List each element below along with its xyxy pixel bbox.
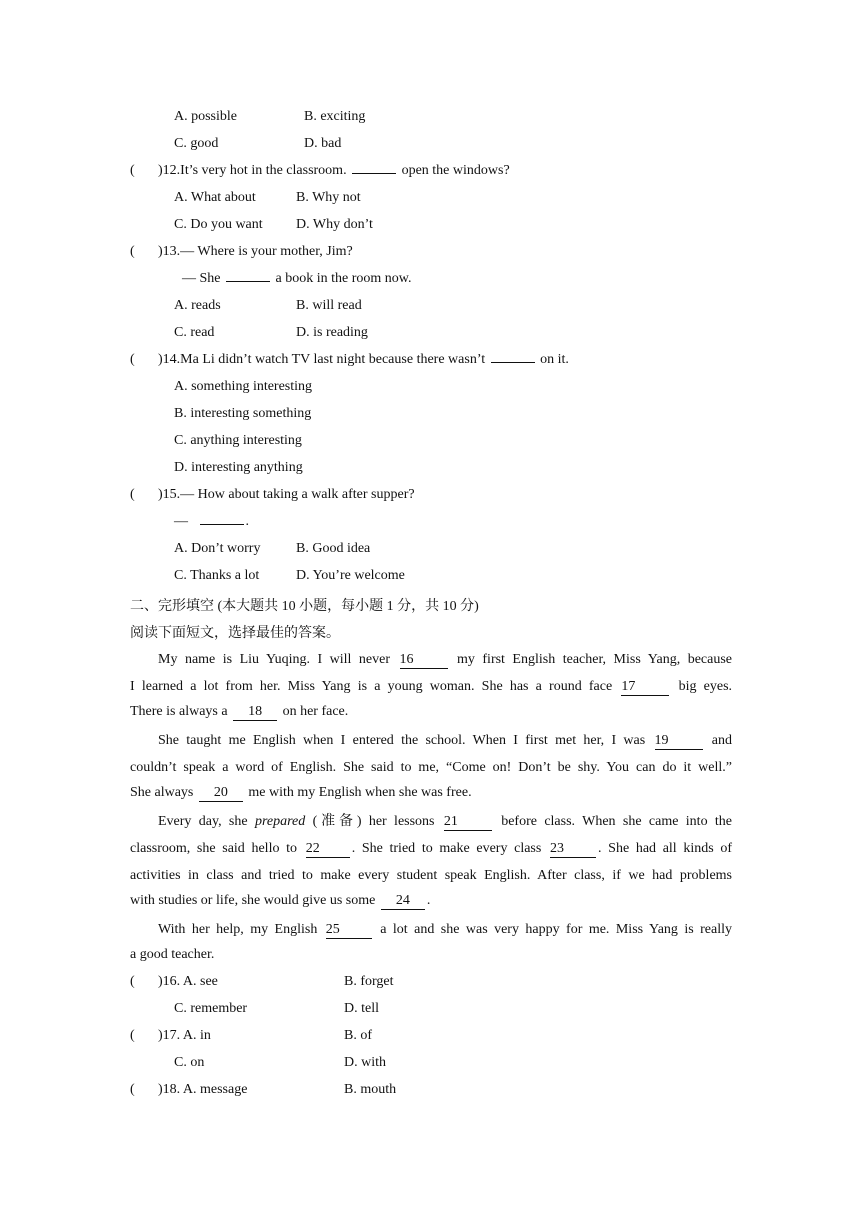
passage-text: She always <box>130 785 194 800</box>
q13-option-a: A. reads <box>174 298 221 313</box>
passage-line <box>130 704 348 721</box>
answer-paren: ( <box>130 1082 135 1097</box>
passage-text: a lot and she was very happy for me. Miss Yang is really <box>380 922 733 937</box>
q16-option-c: C. remember <box>174 1001 248 1016</box>
q16-stem: )16. A. see <box>158 974 218 989</box>
q13-reply <box>182 271 411 287</box>
q14-option-d: D. interesting anything <box>174 460 303 475</box>
q14-stem <box>158 352 569 368</box>
q16-option-b: B. forget <box>344 974 394 989</box>
blank-17: 17 <box>621 679 669 696</box>
q14-stem-after: on it. <box>540 352 569 367</box>
q12-option-c: C. Do you want <box>174 217 263 232</box>
passage-text: (准备) her lessons <box>312 814 435 829</box>
q12-option-b: B. Why not <box>296 190 361 205</box>
q15-reply-after: . <box>245 514 249 529</box>
q14-blank <box>491 362 535 363</box>
answer-paren: ( <box>130 352 135 367</box>
q15-reply-before: — <box>174 514 188 529</box>
q15-option-b: B. Good idea <box>296 541 371 556</box>
q18-option-b: B. mouth <box>344 1082 397 1097</box>
q13-reply-after: a book in the room now. <box>275 271 412 286</box>
blank-21: 21 <box>444 814 492 831</box>
passage-line <box>130 839 732 859</box>
passage-text: My name is Liu Yuqing. I will never <box>158 652 390 667</box>
q17-option-d: D. with <box>344 1055 386 1070</box>
q13-stem: )13.— Where is your mother, Jim? <box>158 244 353 259</box>
q16-option-d: D. tell <box>344 1001 379 1016</box>
q11-option-a: A. possible <box>174 109 237 124</box>
passage-line <box>158 731 732 751</box>
blank-16: 16 <box>400 652 448 669</box>
passage-text: me with my English when she was free. <box>248 785 472 800</box>
q12-blank <box>352 173 396 174</box>
blank-20: 20 <box>199 785 243 802</box>
q15-blank <box>200 524 244 525</box>
passage-text: before class. When she came into the <box>501 814 733 829</box>
passage-text: big eyes. <box>678 679 733 694</box>
passage-text: I learned a lot from her. Miss Yang is a young woman. She has a round face <box>130 679 613 694</box>
q12-option-a: A. What about <box>174 190 256 205</box>
q12-stem <box>158 163 510 179</box>
passage-line <box>130 893 430 910</box>
q15-option-a: A. Don’t worry <box>174 541 261 556</box>
q14-option-a: A. something interesting <box>174 379 313 394</box>
q12-stem-before: )12.It’s very hot in the classroom. <box>158 163 347 178</box>
q13-option-c: C. read <box>174 325 215 340</box>
passage-text: There is always a <box>130 704 228 719</box>
passage-text: with studies or life, she would give us some <box>130 893 376 908</box>
answer-paren: ( <box>130 163 135 178</box>
passage-text: Every day, she <box>158 814 248 829</box>
passage-text: . She tried to make every class <box>351 841 542 856</box>
passage-line <box>130 758 732 778</box>
passage-text: . <box>426 893 431 908</box>
q17-option-b: B. of <box>344 1028 372 1043</box>
passage-text: classroom, she said hello to <box>130 841 298 856</box>
q14-option-c: C. anything interesting <box>174 433 302 448</box>
q12-stem-after: open the windows? <box>401 163 510 178</box>
q15-stem: )15.— How about taking a walk after supper? <box>158 487 415 502</box>
answer-paren: ( <box>130 244 135 259</box>
blank-24: 24 <box>381 893 425 910</box>
blank-25: 25 <box>326 922 372 939</box>
q13-blank <box>226 281 270 282</box>
q13-reply-before: — She <box>182 271 221 286</box>
q11-option-b: B. exciting <box>304 109 366 124</box>
q13-option-d: D. is reading <box>296 325 368 340</box>
blank-22: 22 <box>306 841 350 858</box>
passage-text: activities in class and tried to make every student speak English. After class, if we had problems <box>130 868 732 883</box>
section-instruction: 阅读下面短文，选择最佳的答案。 <box>130 626 340 641</box>
passage-text: She taught me English when I entered the school. When I first met her, I was <box>158 733 646 748</box>
answer-paren: ( <box>130 1028 135 1043</box>
passage-line <box>130 677 732 697</box>
q13-option-b: B. will read <box>296 298 362 313</box>
blank-18: 18 <box>233 704 277 721</box>
q15-option-d: D. You’re welcome <box>296 568 405 583</box>
blank-19: 19 <box>655 733 703 750</box>
q11-option-d: D. bad <box>304 136 342 151</box>
answer-paren: ( <box>130 974 135 989</box>
passage-text: couldn’t speak a word of English. She said to me, “Come on! Don’t be shy. You can do it well.” <box>130 760 732 775</box>
q14-stem-before: )14.Ma Li didn’t watch TV last night because there wasn’t <box>158 352 486 367</box>
passage-line: a good teacher. <box>130 947 215 962</box>
passage-line <box>158 650 732 670</box>
blank-23: 23 <box>550 841 596 858</box>
q14-option-b: B. interesting something <box>174 406 312 421</box>
q11-option-c: C. good <box>174 136 219 151</box>
passage-line <box>130 866 732 886</box>
passage-line <box>158 812 732 832</box>
q15-reply <box>174 514 249 530</box>
passage-line <box>130 785 472 802</box>
passage-text: on her face. <box>282 704 349 719</box>
q12-option-d: D. Why don’t <box>296 217 373 232</box>
q15-option-c: C. Thanks a lot <box>174 568 260 583</box>
answer-paren: ( <box>130 487 135 502</box>
passage-italic-word: prepared <box>254 814 306 829</box>
q17-option-c: C. on <box>174 1055 205 1070</box>
section-title: 二、完形填空 (本大题共 10 小题，每小题 1 分，共 10 分) <box>130 599 479 614</box>
passage-text: and <box>711 733 733 748</box>
passage-text: . She had all kinds of <box>598 841 733 856</box>
q18-stem: )18. A. message <box>158 1082 248 1097</box>
q17-stem: )17. A. in <box>158 1028 211 1043</box>
passage-text: my first English teacher, Miss Yang, because <box>457 652 732 667</box>
passage-line <box>158 920 732 940</box>
passage-text: With her help, my English <box>158 922 318 937</box>
